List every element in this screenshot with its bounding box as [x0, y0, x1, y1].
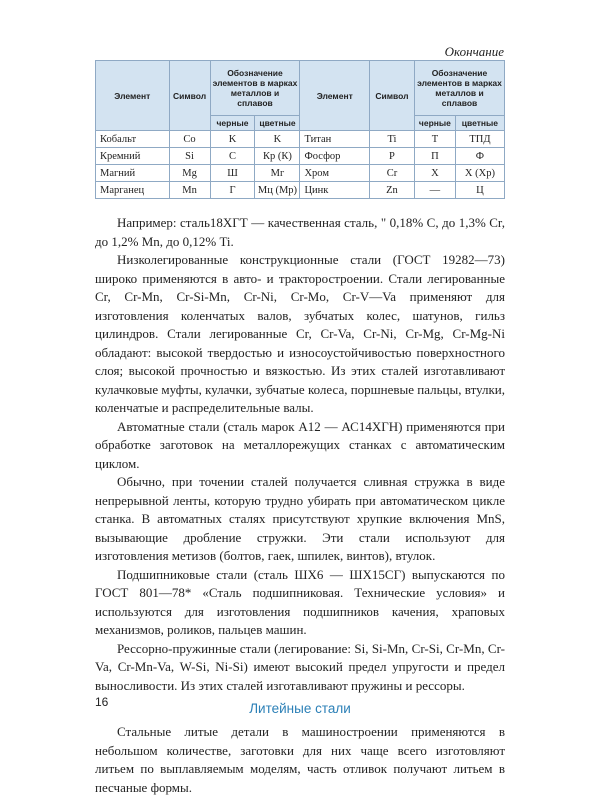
element-designation-table	[95, 60, 505, 199]
cell-symbol: Mg	[169, 165, 210, 182]
continuation-label: Окончание	[444, 44, 504, 59]
cell-nonferrous: Мц (Мр)	[255, 182, 300, 199]
page-number: 16	[95, 695, 109, 709]
paragraph-example: Например: сталь18ХГТ — качественная сталь, " 0,18% С, до 1,3% Cr, до 1,2% Mn, до 0,12% Ti.	[95, 215, 505, 249]
header-ferrous: черные	[210, 116, 255, 131]
cell-nonferrous: ТПД	[455, 131, 504, 148]
cell-ferrous: Ш	[210, 165, 255, 182]
table-row	[96, 148, 505, 165]
cell-element: Фосфор	[300, 148, 370, 165]
cell-ferrous: Г	[210, 182, 255, 199]
cell-nonferrous: Ц	[455, 182, 504, 199]
header-ferrous: черные	[414, 116, 455, 131]
cell-nonferrous: K	[255, 131, 300, 148]
cell-element: Марганец	[96, 182, 170, 199]
cell-element: Хром	[300, 165, 370, 182]
table-row	[96, 182, 505, 199]
paragraph-free-cutting-steels: Автоматные стали (сталь марок А12 — АС14ХГН) применяются при обработке заготовок на металлорежущих станках с автоматическим циклом.	[95, 418, 505, 471]
cell-nonferrous: X (Хр)	[455, 165, 504, 182]
header-designation: Обозначение элементов в марках металлов и сплавов	[210, 61, 300, 116]
cell-symbol: Si	[169, 148, 210, 165]
cell-ferrous: K	[210, 131, 255, 148]
cell-symbol: Ti	[369, 131, 414, 148]
paragraph-spring-steels: Рессорно-пружинные стали (легирование: Si, Si-Mn, Cr-Si, Cr-Mn, Cr-Va, Cr-Mn-Va, W-Si, Ni-Si) имеют высокий предел упругости и предел выносливости. Из этих сталей изготавливают пружины и рессоры.	[95, 640, 505, 693]
paragraph-bearing-steels: Подшипниковые стали (сталь ШХ6 — ШХ15СГ) выпускаются по ГОСТ 801—78* «Сталь подшипниковая. Технические условия» и используются для изготовления подшипников качения, храповых механизмов, роликов, пальцев машин.	[95, 566, 505, 637]
cell-ferrous: П	[414, 148, 455, 165]
header-symbol: Символ	[169, 61, 210, 131]
section-heading: Литейные стали	[249, 701, 351, 716]
cell-ferrous: C	[210, 148, 255, 165]
cell-element: Титан	[300, 131, 370, 148]
cell-element: Кремний	[96, 148, 170, 165]
cell-element: Кобальт	[96, 131, 170, 148]
header-nonferrous: цветные	[255, 116, 300, 131]
paragraph-chip-formation: Обычно, при точении сталей получается сливная стружка в виде непрерывной ленты, которую трудно убирать при автоматическом цикле станка. В автоматных сталях присутствуют хрупкие включения MnS, вызывающие дробление стружки. Эти стали используют для изготовления метизов (болтов, гаек, шпилек, винтов), втулок.	[95, 474, 505, 563]
cell-element: Цинк	[300, 182, 370, 199]
header-element: Элемент	[96, 61, 170, 131]
paragraph-cast-steels: Стальные литые детали в машиностроении применяются в небольшом количестве, заготовки для них чаще всего изготовляют литьем по выплавляемым моделям, часть отливок получают литьем в песчаные формы.	[95, 724, 505, 795]
cell-ferrous: —	[414, 182, 455, 199]
header-symbol: Символ	[369, 61, 414, 131]
cell-ferrous: X	[414, 165, 455, 182]
paragraph-low-alloy-steels: Низколегированные конструкционные стали (ГОСТ 19282—73) широко применяются в авто- и тракторостроении. Стали легированные Cr, Cr-Mn, Cr-Si-Mn, Cr-Ni, Cr-Mo, Cr-V—Va применяют для изготовления коленчатых валов, зубчатых колес, шатунов, гильз цилиндров. Стали легированные Cr, Cr-Va, Cr-Ni, Cr-Mg, Cr-Mg-Ni обладают: высокой твердостью и износоустойчивостью поверхностного слоя; высокой прочностью и вязкостью. Из этих сталей изготавливают кулачковые муфты, кулачки, зубчатые колеса, поршневые пальцы, втулки, коленчатые и распределительные валы.	[95, 252, 506, 415]
cell-symbol: Co	[169, 131, 210, 148]
cell-ferrous: T	[414, 131, 455, 148]
cell-symbol: Zn	[369, 182, 414, 199]
header-element: Элемент	[300, 61, 370, 131]
cell-nonferrous: Кр (К)	[255, 148, 300, 165]
cell-nonferrous: Ф	[455, 148, 504, 165]
cell-symbol: Mn	[169, 182, 210, 199]
cell-element: Магний	[96, 165, 170, 182]
cell-symbol: P	[369, 148, 414, 165]
header-designation: Обозначение элементов в марках металлов и сплавов	[414, 61, 504, 116]
body-text	[95, 214, 505, 797]
cell-symbol: Cr	[369, 165, 414, 182]
table-row	[96, 131, 505, 148]
header-nonferrous: цветные	[455, 116, 504, 131]
cell-nonferrous: Мг	[255, 165, 300, 182]
table-row	[96, 165, 505, 182]
